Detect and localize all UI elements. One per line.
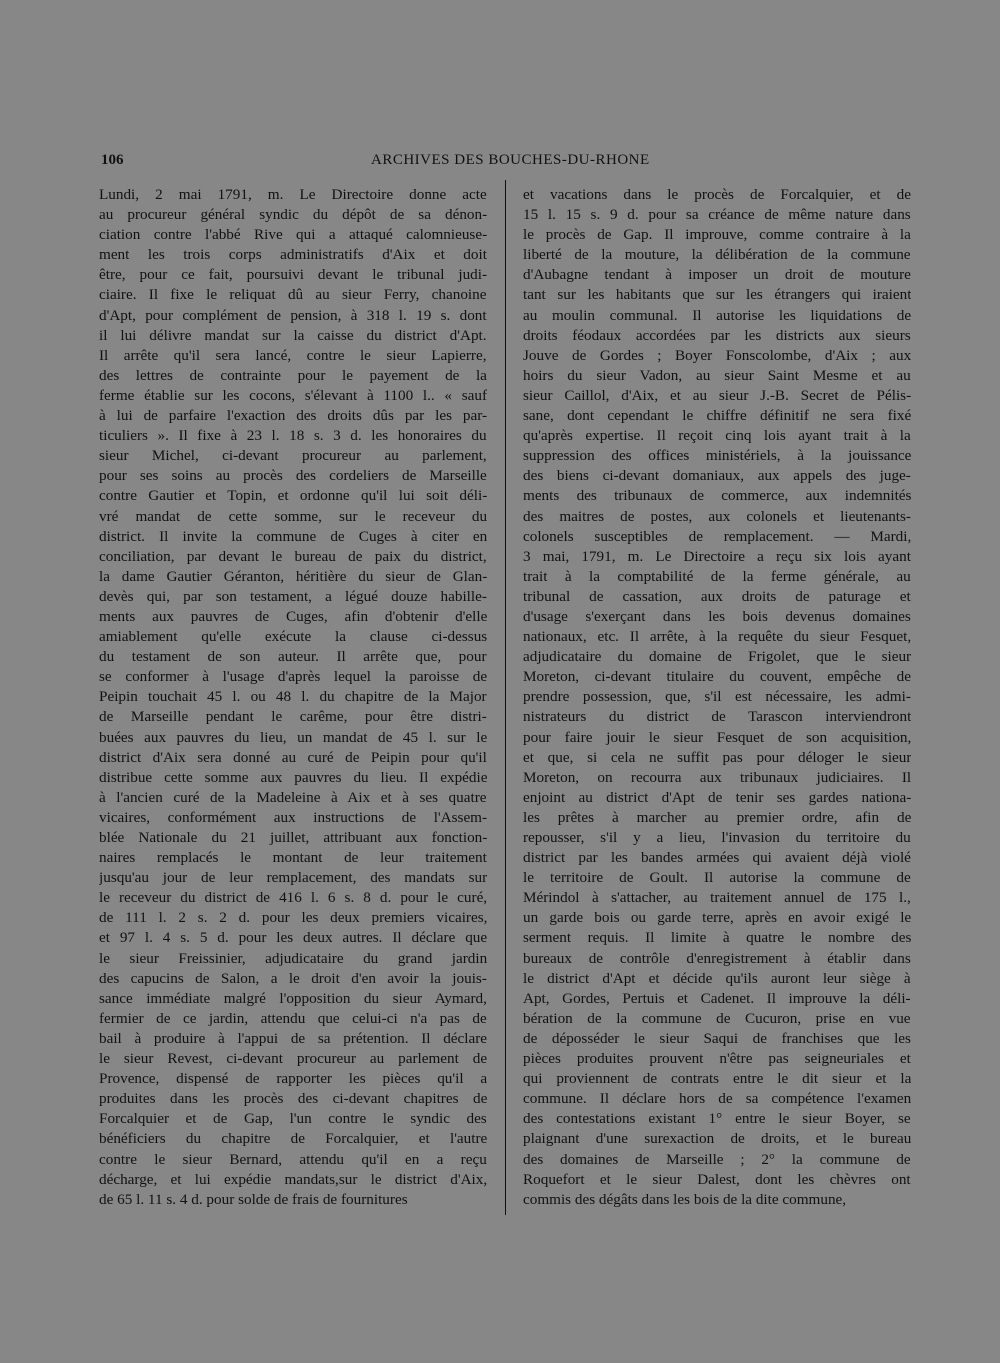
text-line: prendre possession, que, s'il est nécessaire, les admi- [523,688,911,706]
text-line: se conformer à l'usage d'après lequel la paroisse de [99,668,487,686]
text-line: d'Aubagne tendant à imposer un droit de mouture [523,266,911,284]
text-line: des lettres de contrainte pour le payement de la [99,366,487,384]
text-line: district d'Aix sera donné au curé de Peipin pour qu'il [99,748,487,766]
text-line: commis des dégâts dans les bois de la dite commune, [523,1190,847,1208]
text-line: il lui délivre mandat sur la caisse du district d'Apt. [99,326,487,344]
text-line: le receveur du district de 416 l. 6 s. 8 d. pour le curé, [99,889,487,907]
text-line: du testament de son auteur. Il arrête que, pour [99,648,487,666]
text-line: 15 l. 15 s. 9 d. pour sa créance de même nature dans [523,206,911,224]
text-line: vré mandat de cette somme, sur le receveur du [99,507,487,525]
text-line: serment requis. Il limite à quatre le nombre des [523,929,911,947]
text-line: sieur Caillol, d'Aix, et au sieur J.-B. Secret de Pélis- [523,386,911,404]
text-line: de Marseille pendant le carême, pour être distri- [99,708,487,726]
text-line: buées aux pauvres du lieu, un mandat de 45 l. sur le [99,728,487,746]
text-line: un garde bois ou garde terre, après en avoir exigé le [523,909,911,927]
text-line: la dame Gautier Géranton, héritière du sieur de Glan- [99,567,487,585]
text-line: Il arrête qu'il sera lancé, contre le sieur Lapierre, [99,346,487,364]
text-line: à l'ancien curé de la Madeleine à Aix et à ses quatre [99,788,487,806]
text-line: ciation contre l'abbé Rive qui a attaqué calomnieuse- [99,226,487,244]
text-line: et 97 l. 4 s. 5 d. pour les deux autres. Il déclare que [99,929,487,947]
text-line: district. Il invite la commune de Cuges à citer en [99,527,487,545]
text-line: sance immédiate malgré l'opposition du sieur Aymard, [99,989,487,1007]
text-line: sane, dont cependant le chiffre définitif ne sera fixé [523,407,911,425]
left-column [99,185,487,1210]
text-line: Apt, Gordes, Pertuis et Cadenet. Il improuve la déli- [523,989,911,1007]
text-line: repousser, s'il y a lieu, l'invasion du territoire du [523,829,911,846]
text-line: contre Gautier et Topin, et ordonne qu'il lui soit déli- [99,487,487,505]
text-line: commune. Il déclare hors de sa compétence l'examen [523,1090,911,1108]
text-line: des domaines de Marseille ; 2° la commune de [523,1150,911,1168]
text-line: colonels susceptibles de remplacement. — Mardi, [523,527,911,545]
text-line: le district d'Apt et décide qu'ils auront leur siège à [523,969,911,987]
text-line: ticuliers ». Il fixe à 23 l. 18 s. 3 d. les honoraires du [99,427,487,445]
text-line: droits féodaux accordées par les districts aux sieurs [523,326,911,344]
text-line: tant sur les habitants que sur les étrangers qui iraient [523,286,911,304]
text-line: Moreton, on recourra aux tribunaux judiciaires. Il [523,768,911,786]
text-line: pour ses soins au procès des cordeliers de Marseille [99,467,487,485]
text-line: contre le sieur Bernard, attendu qu'il en a reçu [99,1150,487,1168]
text-line: ferme établie sur les cocons, s'élevant à 1100 l.. « sauf [99,386,487,404]
text-line: bénéficiers du chapitre de Forcalquier, et l'autre [99,1130,487,1148]
text-line: et vacations dans le procès de Forcalquier, et de [523,186,911,203]
text-line: bureaux de contrôle d'enregistrement à établir dans [523,949,911,967]
text-line: vicaires, conformément aux instructions de l'Assem- [99,808,487,826]
text-line: Moreton, ci-devant titulaire du couvent, empêche de [523,668,911,686]
text-line: ment les trois corps administratifs d'Aix et doit [99,246,487,264]
text-line: nistrateurs du district de Tarascon interviendront [523,708,911,726]
text-line: d'Apt, pour complément de pension, à 318 l. 19 s. dont [99,306,487,324]
text-line: jusqu'au jour de leur remplacement, des mandats sur [99,869,487,887]
text-line: bail à produire à l'appui de sa prétention. Il déclare [99,1029,487,1047]
text-line: d'usage s'exerçant dans les bois devenus domaines [523,607,911,625]
text-line: au procureur général syndic du dépôt de sa dénon- [99,206,487,224]
running-title: ARCHIVES DES BOUCHES-DU-RHONE [371,152,650,168]
text-line: ments des tribunaux de commerce, aux indemnités [523,487,911,505]
text-line: pièces produites prouvent n'être pas seigneuriales et [523,1050,911,1068]
text-line: nationaux, etc. Il arrête, à la requête du sieur Fesquet, [523,628,911,646]
text-line: Provence, dispensé de rapporter les pièces qu'il a [99,1070,487,1088]
text-line: 3 mai, 1791, m. Le Directoire a reçu six lois ayant [523,547,911,565]
text-line: être, pour ce fait, poursuivi devant le tribunal judi- [99,266,487,284]
text-line: naires remplacés le montant de leur traitement [99,849,487,867]
page-number: 106 [101,152,124,168]
text-line: le territoire de Goult. Il autorise la commune de [523,869,911,887]
text-line: des biens ci-devant domaniaux, aux appels des juge- [523,467,911,485]
text-line: sieur Michel, ci-devant procureur au parlement, [99,447,487,465]
text-line: distribue cette somme aux pauvres du lieu. Il expédie [99,768,487,786]
text-line: district par les bandes armées qui avaient déjà violé [523,849,911,867]
text-line: Jouve de Gordes ; Boyer Fonscolombe, d'Aix ; aux [523,346,911,364]
text-line: des maitres de postes, aux colonels et lieutenants- [523,507,911,525]
text-line: hoirs du sieur Vadon, au sieur Saint Mesme et au [523,366,911,384]
text-line: blée Nationale du 21 juillet, attribuant aux fonction- [99,829,487,846]
column-divider [505,180,506,1215]
text-line: les prêtes à marcher au premier ordre, afin de [523,808,911,826]
text-line: des contestations existant 1° entre le sieur Boyer, se [523,1110,911,1128]
text-line: décharge, et lui expédie mandats,sur le district d'Aix, [99,1170,487,1188]
text-line: conciliation, par devant le bureau de paix du district, [99,547,487,565]
text-line: de 111 l. 2 s. 2 d. pour les deux premiers vicaires, [99,909,487,927]
text-line: au moulin communal. Il autorise les liquidations de [523,306,911,324]
page-header [101,150,909,174]
text-line: adjudicataire du domaine de Frigolet, que le sieur [523,648,911,666]
text-line: ments aux pauvres de Cuges, afin d'obtenir d'elle [99,607,487,625]
text-line: le sieur Freissinier, adjudicataire du grand jardin [99,949,487,967]
text-line: tribunal de cassation, aux droits de paturage et [523,587,911,605]
text-line: plaignant d'une surexaction de droits, et le bureau [523,1130,911,1148]
text-line: Lundi, 2 mai 1791, m. Le Directoire donne acte [99,186,487,203]
text-line: trait à la comptabilité de la ferme générale, au [523,567,911,585]
text-line: suppression des offices ministériels, à la jouissance [523,447,911,465]
text-line: qui proviennent de contrats entre le dit sieur et la [523,1070,911,1088]
text-line: fermier de ce jardin, attendu que celui-ci n'a pas de [99,1009,487,1027]
text-line: liberté de la mouture, la délibération de la commune [523,246,911,264]
text-line: qu'après expertise. Il reçoit cinq lois ayant trait à la [523,427,911,445]
text-line: de déposséder le sieur Saqui de franchises que les [523,1029,911,1047]
text-line: produites dans les procès des ci-devant chapitres de [99,1090,487,1108]
text-line: des capucins de Salon, a le droit d'en avoir la jouis- [99,969,487,987]
text-line: bération de la commune de Cucuron, prise en vue [523,1009,911,1027]
text-line: Roquefort et le sieur Dalest, dont les chèvres ont [523,1170,911,1188]
text-line: ciaire. Il fixe le reliquat dû au sieur Ferry, chanoine [99,286,487,304]
text-line: devès qui, par son testament, a légué douze habille- [99,587,487,605]
text-line: et que, si cela ne suffit pas pour déloger le sieur [523,748,911,766]
text-line: pour faire jouir le sieur Fesquet de son acquisition, [523,728,911,746]
text-line: de 65 l. 11 s. 4 d. pour solde de frais de fournitures [99,1190,408,1208]
text-line: le sieur Revest, ci-devant procureur au parlement de [99,1050,487,1068]
right-column [523,185,911,1210]
text-line: Peipin touchait 45 l. ou 48 l. du chapitre de la Major [99,688,487,706]
text-line: amiablement qu'elle exécute la clause ci-dessus [99,628,487,646]
text-line: à lui de parfaire l'exaction des droits dûs par les par- [99,407,487,425]
text-line: le procès de Gap. Il improuve, comme contraire à la [523,226,911,244]
text-line: Mérindol à s'attacher, au traitement annuel de 175 l., [523,889,911,907]
text-line: enjoint au district d'Apt de tenir ses gardes nationa- [523,788,911,806]
text-line: Forcalquier et de Gap, l'un contre le syndic des [99,1110,487,1128]
